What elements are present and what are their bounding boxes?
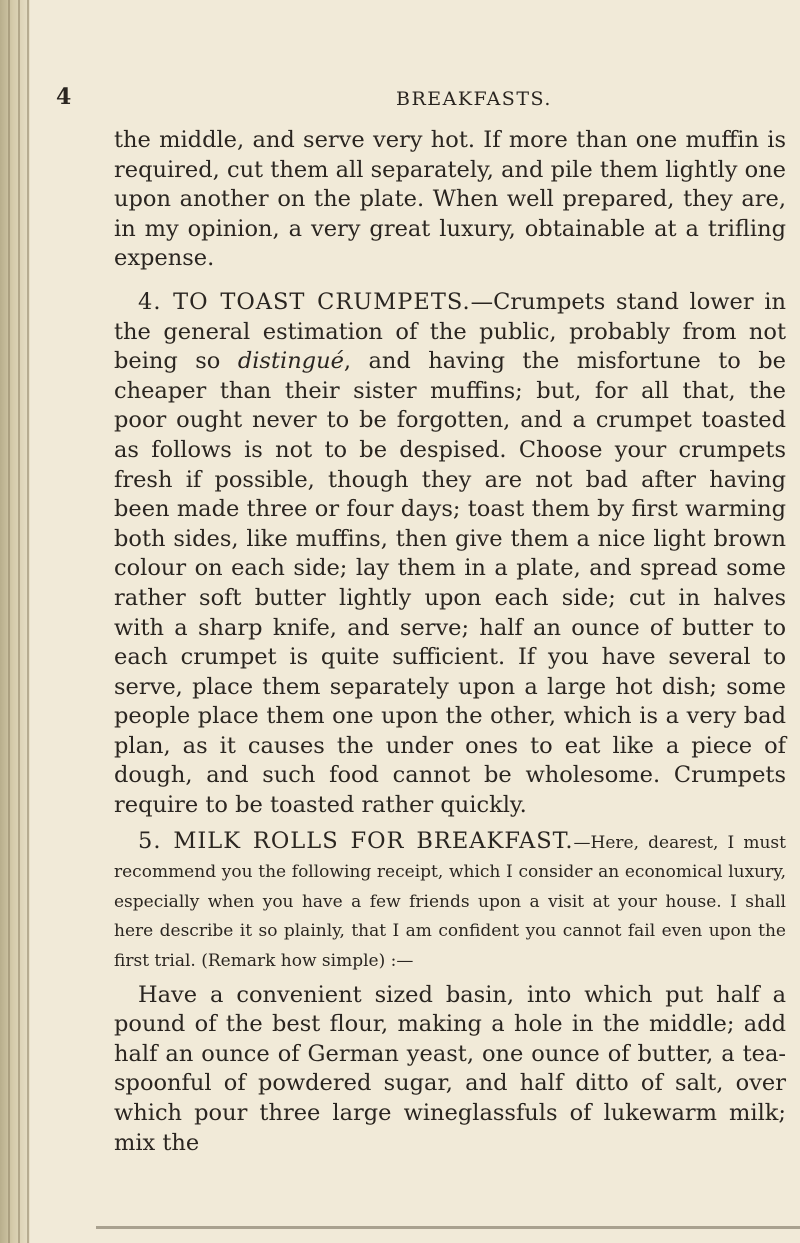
- book-page: [56, 0, 790, 1243]
- section-heading-crumpets: 4. TO TOAST CRUMPETS.: [138, 288, 471, 315]
- page-gutter: [0, 0, 30, 1243]
- paragraph-text: —Crumpets stand lower in the general estimation of the public, probably from not being so: [114, 288, 786, 375]
- paragraph-milk-rolls: [114, 827, 786, 975]
- page-body: [114, 126, 786, 1158]
- paragraph-toast-crumpets: [114, 288, 786, 821]
- page-bottom-edge: [96, 1226, 800, 1229]
- paragraph-milk-rolls-method: Have a convenient sized basin, into which put half a pound of the best flour, making a hole in the middle; add half an ounce of German yeast, one ounce of butter, a tea-spoonful of powdered sugar, and half ditto of salt, over which pour three large wineglassfuls of lukewarm milk; mix the: [114, 981, 786, 1156]
- paragraph-text: , and having the misfortune to be cheaper than their sister muffins; but, for all that, the poor ought never to be forgotten, and a crumpet toasted as follows is not to be despised. Choose your crumpets fresh if possible, though they are not bad after having been made three or four days; toast them by first warming both sides, like muffins, then give them a nice light brown colour on each side; lay them in a plate, and spread some rather soft butter lightly upon each side; cut in halves with a sharp knife, and serve; half an ounce of butter to each crumpet is quite sufficient. If you have several to serve, place them separately upon a large hot dish; some people place them one upon the other, which is a very bad plan, as it causes the under ones to eat like a piece of dough, and such food cannot be wholesome. Crumpets require to be toasted rather quickly.: [114, 348, 786, 819]
- paragraph-intro: —Here, dearest, I must recommend you the following receipt, which I consider an economical luxury, especially when you have a few friends upon a visit at your house. I shall here describe it so plainly, that I am confident you cannot fail even upon the first trial. (Remark how simple) :—: [114, 832, 786, 972]
- emphasis-text: distingué: [237, 348, 344, 375]
- gutter-line: [18, 0, 20, 1243]
- page-header: [56, 84, 790, 116]
- section-heading-milk-rolls: 5. MILK ROLLS FOR BREAKFAST.: [138, 827, 574, 854]
- paragraph-muffin-end: the middle, and serve very hot. If more than one muffin is required, cut them all separately, and pile them lightly one upon another on the plate. When well prepared, they are, in my opinion, a very great luxury, obtainable at a trifling expense.: [114, 127, 786, 272]
- running-head: BREAKFASTS.: [396, 88, 552, 110]
- gutter-line: [27, 0, 29, 1243]
- gutter-line: [8, 0, 10, 1243]
- page-number: 4: [56, 84, 72, 110]
